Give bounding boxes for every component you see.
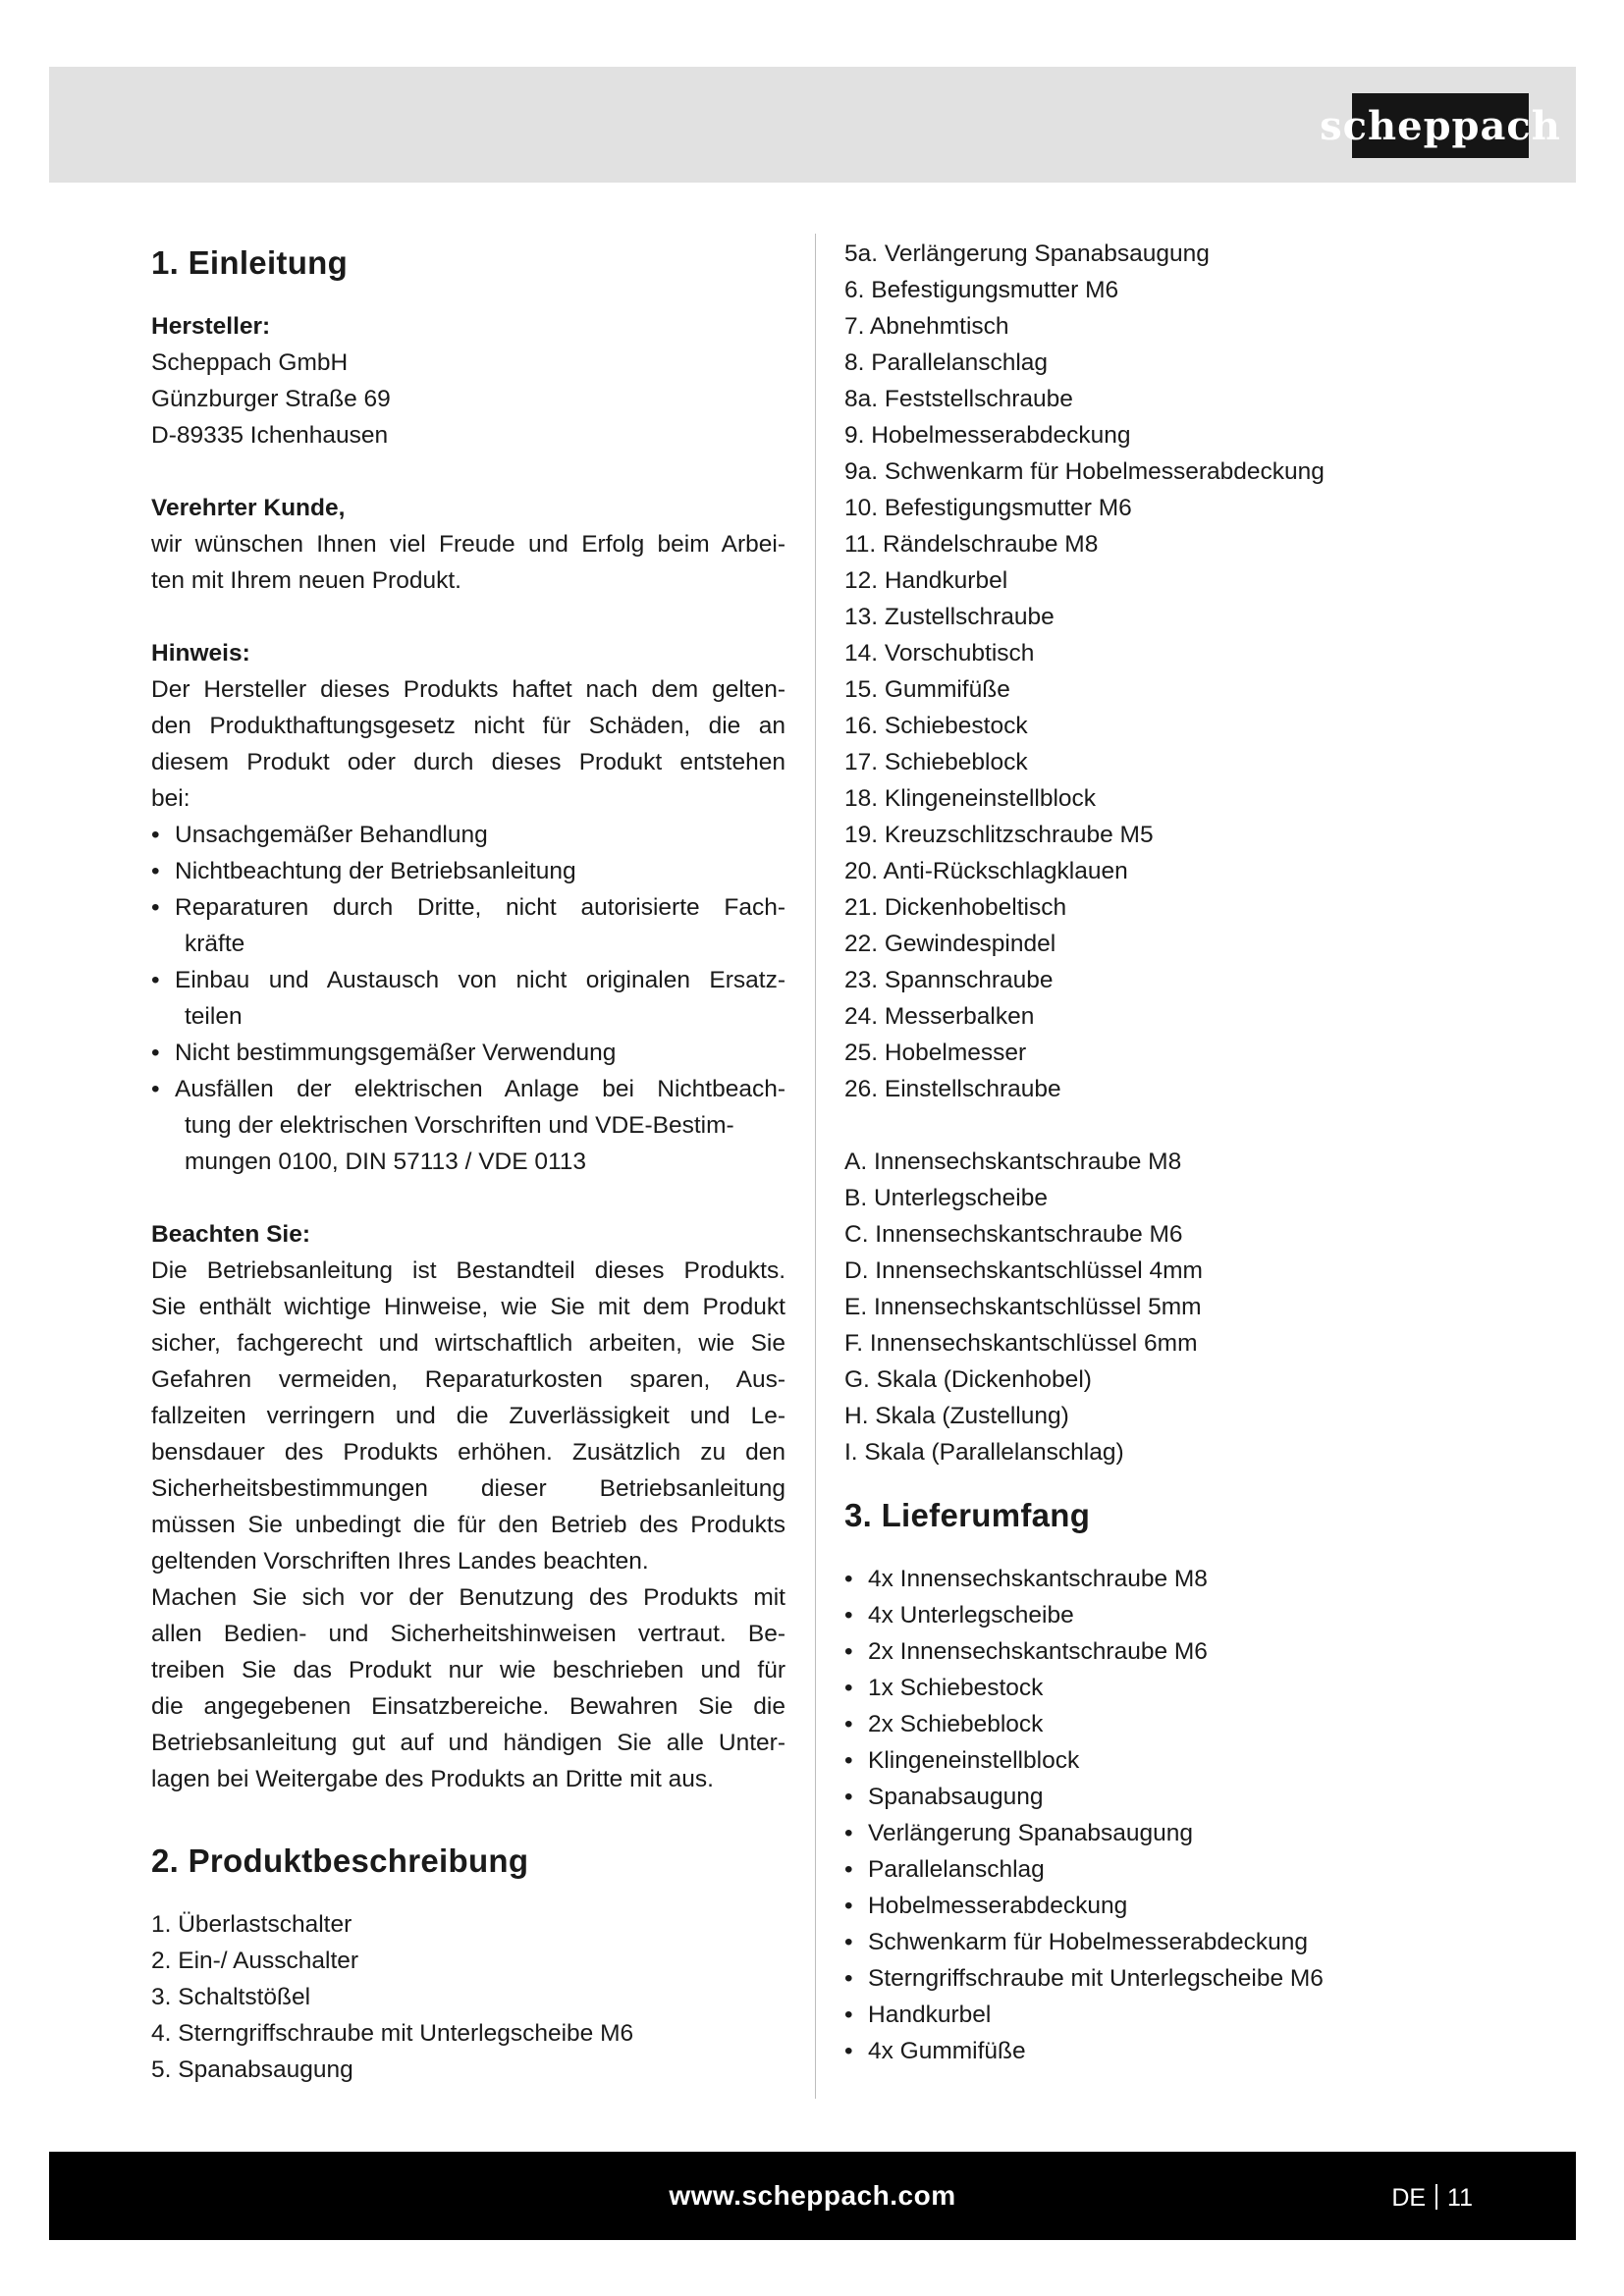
attention-text-line: lagen bei Weitergabe des Produkts an Dritte mit aus. — [151, 1766, 714, 1792]
note-bullet-continuation: teilen — [185, 1003, 243, 1030]
note-text-line: den Produkthaftungsgesetz nicht für Schäden, die an — [151, 713, 785, 739]
component-item: 8. Parallelanschlag — [844, 349, 1049, 376]
note-text-line: bei: — [151, 785, 190, 812]
delivery-item: • Sterngriffschraube mit Unterlegscheibe M6 — [844, 1960, 1532, 1997]
attention-text-line: geltenden Vorschriften Ihres Landes beachten. — [151, 1548, 649, 1575]
note-text-line: diesem Produkt oder durch dieses Produkt entstehen — [151, 749, 785, 775]
attention-text-line: müssen Sie unbedingt die für den Betrieb des Produkts — [151, 1512, 785, 1538]
component-item: 12. Handkurbel — [844, 567, 1008, 594]
component-item: 17. Schiebeblock — [844, 749, 1028, 775]
component-item: 5a. Verlängerung Spanabsaugung — [844, 240, 1210, 267]
delivery-item: • Spanabsaugung — [844, 1779, 1532, 1815]
component-item: 10. Befestigungsmutter M6 — [844, 495, 1132, 521]
component-item: 1. Überlastschalter — [151, 1911, 352, 1938]
attention-label: Beachten Sie: — [151, 1221, 311, 1248]
attention-text-line: allen Bedien- und Sicherheitshinweisen vertraut. Be- — [151, 1621, 785, 1647]
component-item: 19. Kreuzschlitzschraube M5 — [844, 822, 1154, 848]
component-item: 23. Spannschraube — [844, 967, 1054, 993]
attention-text-line: die angegebenen Einsatzbereiche. Bewahren Sie die — [151, 1693, 785, 1720]
section-1-title: 1. Einleitung — [151, 244, 349, 281]
component-item: 4. Sterngriffschraube mit Unterlegscheibe M6 — [151, 2020, 634, 2047]
component-item: 15. Gummifüße — [844, 676, 1010, 703]
component-item: 11. Rändelschraube M8 — [844, 531, 1099, 558]
customer-text-line: ten mit Ihrem neuen Produkt. — [151, 567, 461, 594]
note-bullet: • Ausfällen der elektrischen Anlage bei Nichtbeach- — [151, 1071, 785, 1107]
section-2-title: 2. Produktbeschreibung — [151, 1842, 529, 1879]
note-bullet-continuation: tung der elektrischen Vorschriften und VDE-Bestim- — [185, 1112, 734, 1139]
accessory-item: D. Innensechskantschlüssel 4mm — [844, 1257, 1203, 1284]
language-code: DE — [1391, 2184, 1427, 2212]
right-column — [844, 236, 1532, 2069]
component-item: 16. Schiebestock — [844, 713, 1028, 739]
customer-text-line: wir wünschen Ihnen viel Freude und Erfolg beim Arbei- — [151, 531, 785, 558]
note-bullet-continuation: mungen 0100, DIN 57113 / VDE 0113 — [185, 1148, 587, 1175]
accessory-item: H. Skala (Zustellung) — [844, 1403, 1069, 1429]
footer-website-link[interactable]: www.scheppach.com — [669, 2180, 956, 2211]
note-bullet: • Einbau und Austausch von nicht originalen Ersatz- — [151, 962, 785, 998]
component-item: 5. Spanabsaugung — [151, 2056, 353, 2083]
component-item: 24. Messerbalken — [844, 1003, 1035, 1030]
accessory-item: E. Innensechskantschlüssel 5mm — [844, 1294, 1202, 1320]
manufacturer-line: Scheppach GmbH — [151, 349, 349, 376]
component-item: 6. Befestigungsmutter M6 — [844, 277, 1119, 303]
manufacturer-line: Günzburger Straße 69 — [151, 386, 391, 412]
component-item: 14. Vorschubtisch — [844, 640, 1035, 667]
component-item: 22. Gewindespindel — [844, 931, 1056, 957]
delivery-item: • Verlängerung Spanabsaugung — [844, 1815, 1532, 1851]
note-label: Hinweis: — [151, 640, 250, 667]
accessory-item: F. Innensechskantschlüssel 6mm — [844, 1330, 1198, 1357]
attention-text-line: Gefahren vermeiden, Reparaturkosten sparen, Aus- — [151, 1366, 785, 1393]
attention-text-line: Die Betriebsanleitung ist Bestandteil dieses Produkts. — [151, 1257, 785, 1284]
accessory-item: G. Skala (Dickenhobel) — [844, 1366, 1092, 1393]
section-3-title: 3. Lieferumfang — [844, 1497, 1091, 1533]
component-item: 3. Schaltstößel — [151, 1984, 311, 2010]
delivery-item: • Klingeneinstellblock — [844, 1742, 1532, 1779]
column-divider — [815, 234, 816, 2099]
component-item: 25. Hobelmesser — [844, 1040, 1027, 1066]
note-bullet: • Reparaturen durch Dritte, nicht autorisierte Fach- — [151, 889, 785, 926]
delivery-item: • 4x Unterlegscheibe — [844, 1597, 1532, 1633]
component-item: 20. Anti-Rückschlagklauen — [844, 858, 1128, 884]
component-item: 7. Abnehmtisch — [844, 313, 1009, 340]
attention-text-line: Machen Sie sich vor der Benutzung des Produkts mit — [151, 1584, 785, 1611]
page-indicator — [1391, 2152, 1473, 2244]
delivery-item: • Schwenkarm für Hobelmesserabdeckung — [844, 1924, 1532, 1960]
note-bullet-continuation: kräfte — [185, 931, 245, 957]
accessory-item: I. Skala (Parallelanschlag) — [844, 1439, 1124, 1466]
delivery-item: • Parallelanschlag — [844, 1851, 1532, 1888]
component-item: 9. Hobelmesserabdeckung — [844, 422, 1131, 449]
page-separator — [1435, 2184, 1437, 2210]
component-item: 26. Einstellschraube — [844, 1076, 1061, 1102]
page-number: 11 — [1447, 2184, 1473, 2212]
manufacturer-line: D-89335 Ichenhausen — [151, 422, 389, 449]
delivery-item: • 2x Innensechskantschraube M6 — [844, 1633, 1532, 1670]
component-item: 18. Klingeneinstellblock — [844, 785, 1097, 812]
note-bullet: • Unsachgemäßer Behandlung — [151, 817, 785, 853]
attention-text-line: Betriebsanleitung gut auf und händigen Sie alle Unter- — [151, 1730, 785, 1756]
accessory-item: C. Innensechskantschraube M6 — [844, 1221, 1183, 1248]
scheppach-logo: scheppach — [1352, 93, 1529, 158]
footer-bar — [49, 2152, 1576, 2240]
component-item: 13. Zustellschraube — [844, 604, 1055, 630]
attention-text-line: sicher, fachgerecht und wirtschaftlich arbeiten, wie Sie — [151, 1330, 785, 1357]
left-column — [151, 236, 785, 2088]
note-bullet: • Nichtbeachtung der Betriebsanleitung — [151, 853, 785, 889]
note-text-line: Der Hersteller dieses Produkts haftet nach dem gelten- — [151, 676, 785, 703]
attention-text-line: treiben Sie das Produkt nur wie beschrieben und für — [151, 1657, 785, 1683]
delivery-item: • 4x Gummifüße — [844, 2033, 1532, 2069]
delivery-item: • Handkurbel — [844, 1997, 1532, 2033]
component-item: 9a. Schwenkarm für Hobelmesserabdeckung — [844, 458, 1325, 485]
component-item: 8a. Feststellschraube — [844, 386, 1073, 412]
delivery-item: • 4x Innensechskantschraube M8 — [844, 1561, 1532, 1597]
note-bullet: • Nicht bestimmungsgemäßer Verwendung — [151, 1035, 785, 1071]
delivery-item: • Hobelmesserabdeckung — [844, 1888, 1532, 1924]
attention-text-line: Sie enthält wichtige Hinweise, wie Sie mit dem Produkt — [151, 1294, 785, 1320]
accessory-item: B. Unterlegscheibe — [844, 1185, 1049, 1211]
accessory-item: A. Innensechskantschraube M8 — [844, 1148, 1182, 1175]
attention-text-line: fallzeiten verringern und die Zuverlässigkeit und Le- — [151, 1403, 785, 1429]
manufacturer-label: Hersteller: — [151, 313, 271, 340]
component-item: 21. Dickenhobeltisch — [844, 894, 1067, 921]
delivery-item: • 1x Schiebestock — [844, 1670, 1532, 1706]
attention-text-line: Sicherheitsbestimmungen dieser Betriebsanleitung — [151, 1475, 785, 1502]
attention-text-line: bensdauer des Produkts erhöhen. Zusätzlich zu den — [151, 1439, 785, 1466]
customer-label: Verehrter Kunde, — [151, 495, 346, 521]
delivery-item: • 2x Schiebeblock — [844, 1706, 1532, 1742]
component-item: 2. Ein-/ Ausschalter — [151, 1948, 359, 1974]
